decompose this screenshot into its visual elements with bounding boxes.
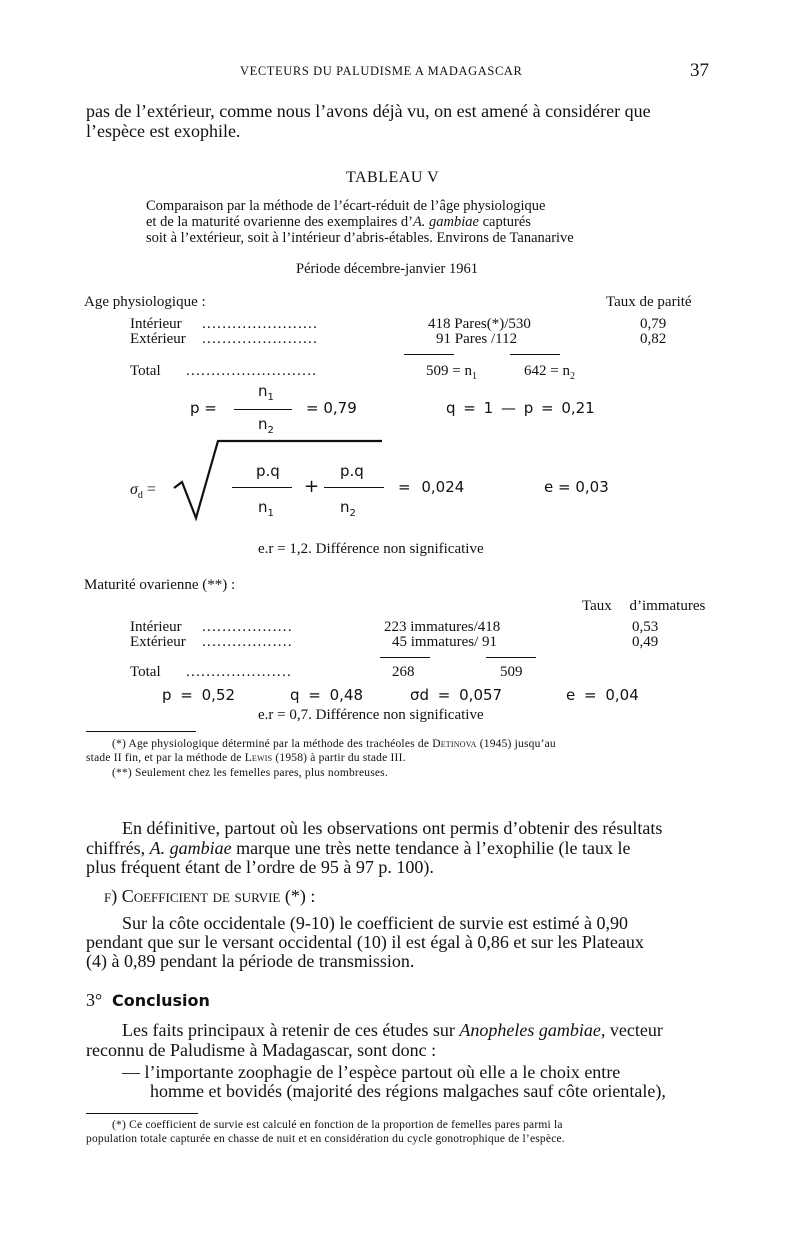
section-3-number: 3° [86,990,103,1010]
age-total-n1: $509 = n_1$ [426,363,477,382]
section-3-bullet-1-line-1: — l’importante zoophagie de l’espèce partout où elle a le choix entre [122,1062,621,1082]
maturity-row-interieur-dots: .................. [202,619,293,635]
age-section-label: Age physiologique : [84,294,206,310]
age-row-exterieur-count: 91 Pares /112 [436,331,518,347]
maturity-er-result: e.r = 0,7. Différence non significative [258,707,484,723]
table-footnote-2: (**) Seulement chez les femelles pares, plus nombreuses. [112,767,388,779]
p-lhs: p = [190,399,217,417]
maturity-row-interieur-rate: 0,53 [632,619,659,635]
intro-line-1: pas de l’extérieur, comme nous l’avons déjà vu, on est amené à considérer que [86,101,651,121]
section-f-heading: f) Coefficient de survie (*) : [104,886,316,906]
table-caption-line-3: soit à l’extérieur, soit à l’intérieur d’abris-étables. Environs de Tananarive [146,230,574,246]
section-f-line-2: pendant que sur le versant occidental (10) il est égal à 0,86 et sur les Plateaux [86,932,644,952]
table-period: Période décembre-janvier 1961 [296,261,478,277]
p-numerator: $n_1$ [258,382,274,403]
table-footnote-1-cont: stade II fin, et par la méthode de Lewis (1958) à partir du stade III. [86,752,406,764]
p-denominator: $n_2$ [258,415,274,436]
table-caption-line-1: Comparaison par la méthode de l’écart-réduit de l’âge physiologique [146,198,546,214]
maturity-section-label: Maturité ovarienne (**) : [84,577,236,593]
p-value: = 0,79 [306,399,357,417]
age-er-result: e.r = 1,2. Différence non significative [258,541,484,557]
age-row-interieur-rate: 0,79 [640,316,667,332]
q-equation: q = 1 — p = 0,21 [446,399,595,417]
age-total-label: Total [130,363,161,379]
age-total-n2: $642 = n_2$ [524,363,575,382]
sigma-fraction-bar-2 [324,487,384,488]
p-fraction-bar [234,409,292,410]
section-f-line-1: Sur la côte occidentale (9-10) le coefficient de survie est estimé à 0,90 [122,913,628,933]
page-number: 37 [690,60,709,81]
maturity-sigma: σd = 0,057 [410,686,503,704]
maturity-q: q = 0,48 [290,686,364,704]
sigma-pq-2: p.q [340,462,364,480]
maturity-total-rule-1 [380,657,430,658]
table-title: TABLEAU V [346,169,440,186]
maturity-total-rule-2 [486,657,536,658]
maturity-total-dots: ..................... [186,664,293,680]
definitive-line-1: En définitive, partout où les observations ont permis d’obtenir des résultats [122,818,663,838]
maturity-p: p = 0,52 [162,686,236,704]
section-f-line-3: (4) à 0,89 pendant la période de transmission. [86,951,415,971]
sigma-n2: $n_2$ [340,498,356,519]
age-row-interieur-dots: ....................... [202,316,319,332]
age-row-interieur-label: Intérieur [130,316,182,332]
sigma-pq-1: p.q [256,462,280,480]
age-row-exterieur-label: Extérieur [130,331,186,347]
maturity-col-header: Taux d’immatures [582,598,706,614]
sigma-n1: $n_1$ [258,498,274,519]
maturity-row-exterieur-dots: .................. [202,634,293,650]
table-footnote-rule [86,731,196,732]
sigma-plus: + [304,476,320,497]
maturity-row-exterieur-rate: 0,49 [632,634,659,650]
maturity-total-a: 268 [392,664,415,680]
maturity-row-interieur-label: Intérieur [130,619,182,635]
age-col-header: Taux de parité [606,294,692,310]
sigma-value: = 0,024 [398,478,465,496]
running-title: VECTEURS DU PALUDISME A MADAGASCAR [240,64,523,78]
maturity-row-exterieur-label: Extérieur [130,634,186,650]
maturity-row-interieur-count: 223 immatures/418 [384,619,501,635]
age-total-dots: .......................... [186,363,318,379]
age-row-exterieur-rate: 0,82 [640,331,667,347]
page-footnote-line-2: population totale capturée en chasse de nuit et en considération du cycle gonotrophique de l’espèce. [86,1133,565,1145]
sigma-fraction-bar-1 [232,487,292,488]
table-caption-line-2: et de la maturité ovarienne des exemplaires d’A. gambiae capturés [146,214,531,230]
age-row-interieur-count: 418 Pares(*)/530 [428,316,531,332]
age-total-rule-2 [510,354,560,355]
maturity-total-b: 509 [500,664,523,680]
section-3-line-2: reconnu de Paludisme à Madagascar, sont donc : [86,1040,437,1060]
page-footnote-rule [86,1113,198,1114]
sigma-lhs: $\sigma_d$ = [130,481,156,502]
table-footnote-1: (*) Age physiologique déterminé par la méthode des trachéoles de Detinova (1945) jusqu’au [112,738,556,750]
section-3-bullet-1-line-2: homme et bovidés (majorité des régions malgaches sauf côte orientale), [150,1081,666,1101]
section-3-heading: Conclusion [112,991,210,1010]
age-row-exterieur-dots: ....................... [202,331,319,347]
page-footnote-line-1: (*) Ce coefficient de survie est calculé en fonction de la proportion de femelles pares parmi la [112,1119,563,1131]
section-3-line-1: Les faits principaux à retenir de ces études sur Anopheles gambiae, vecteur [122,1020,663,1040]
maturity-row-exterieur-count: 45 immatures/ 91 [392,634,497,650]
maturity-total-label: Total [130,664,161,680]
maturity-e: e = 0,04 [566,686,639,704]
definitive-line-2: chiffrés, A. gambiae marque une très nette tendance à l’exophilie (le taux le [86,838,631,858]
e-value: e = 0,03 [544,478,609,496]
intro-line-2: l’espèce est exophile. [86,121,241,141]
definitive-line-3: plus fréquent étant de l’ordre de 95 à 97 p. 100). [86,857,434,877]
age-total-rule-1 [404,354,454,355]
